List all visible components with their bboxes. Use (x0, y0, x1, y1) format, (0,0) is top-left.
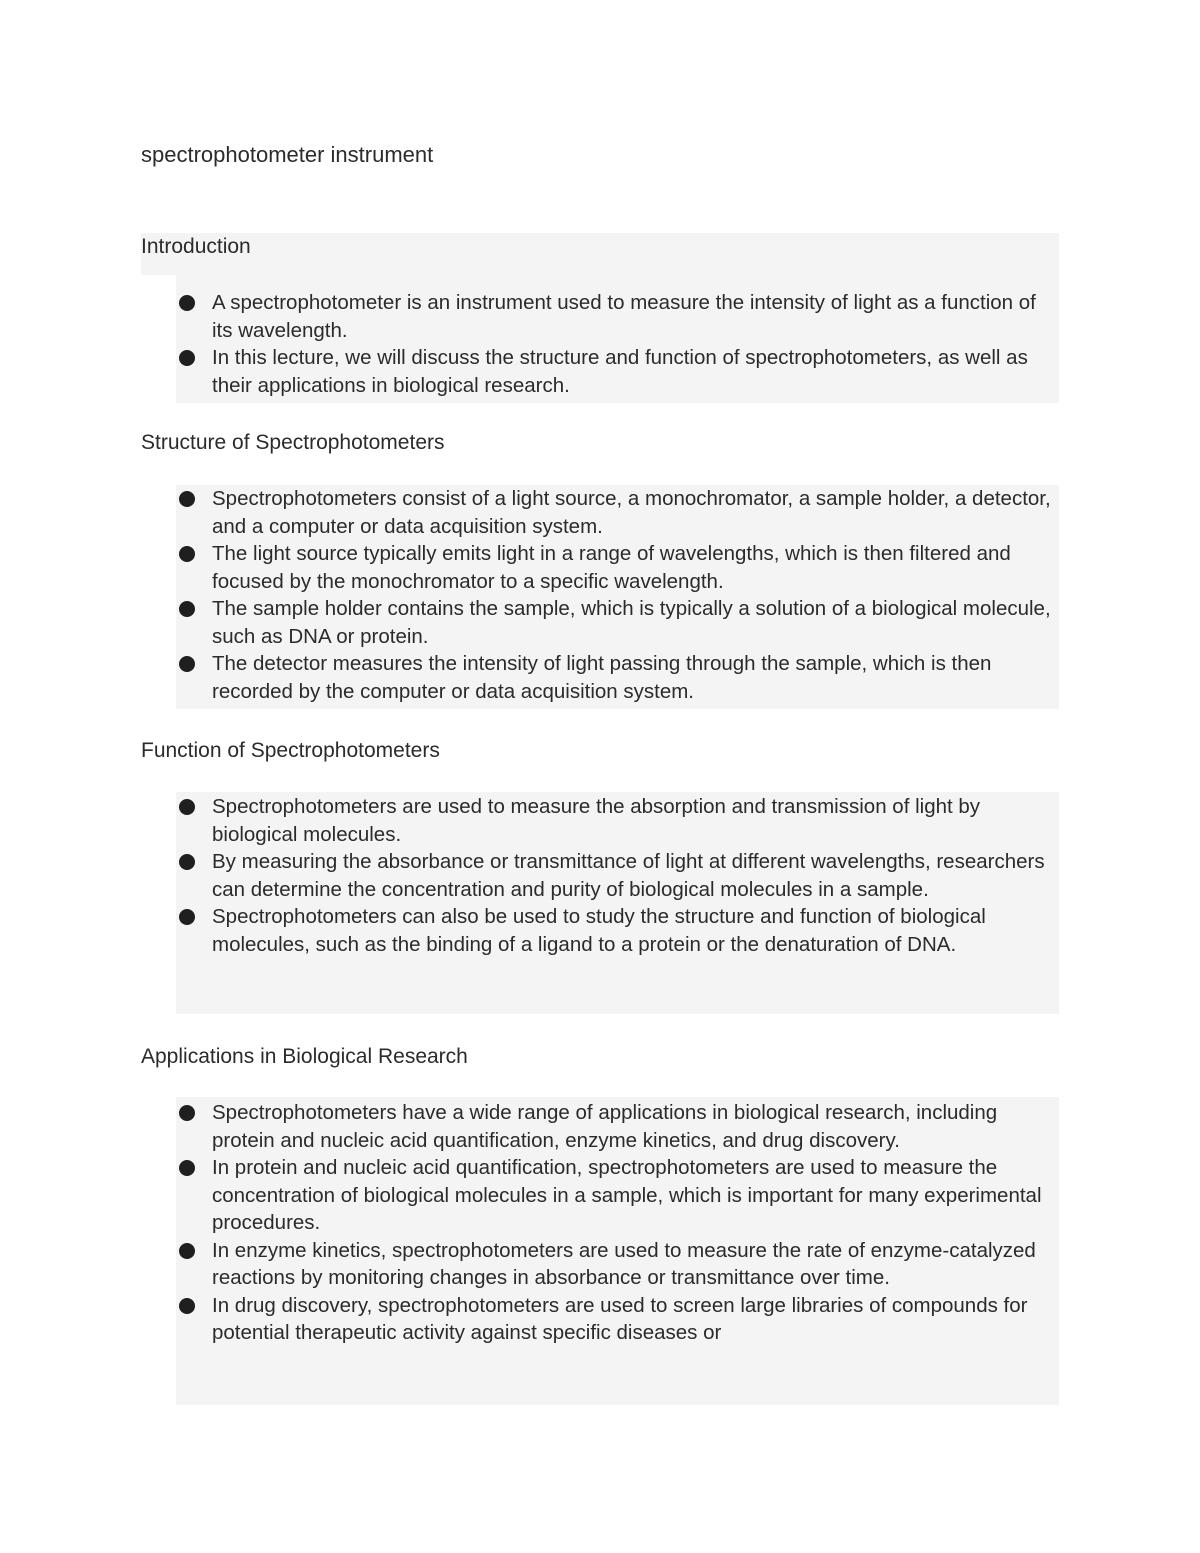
list-item (141, 485, 1059, 540)
list-item (141, 903, 1059, 958)
section-heading: Introduction (141, 235, 251, 258)
bullet-list (141, 793, 1059, 958)
list-item-text: In drug discovery, spectrophotometers are used to screen large libraries of compounds for potential therapeutic activity against specific diseases or (212, 1293, 1028, 1344)
section-heading: Applications in Biological Research (141, 1045, 468, 1068)
list-item-text: The detector measures the intensity of light passing through the sample, which is then recorded by the computer or data acquisition system. (212, 652, 992, 703)
list-item (141, 1292, 1059, 1347)
bullet-dot-icon (179, 656, 195, 672)
list-item-text: In enzyme kinetics, spectrophotometers are used to measure the rate of enzyme-catalyzed reactions by monitoring changes in absorbance or transmittance over time. (212, 1238, 1036, 1289)
list-item (141, 650, 1059, 705)
bullet-dot-icon (179, 854, 195, 870)
bullet-dot-icon (179, 1105, 195, 1121)
list-item (141, 540, 1059, 595)
list-item-text: Spectrophotometers consist of a light source, a monochromator, a sample holder, a detector, and a computer or data acquisition system. (212, 487, 1051, 538)
bullet-dot-icon (179, 1160, 195, 1176)
bullet-dot-icon (179, 1298, 195, 1314)
list-item (141, 1237, 1059, 1292)
list-item (141, 595, 1059, 650)
list-item-text: By measuring the absorbance or transmittance of light at different wavelengths, researchers can determine the concentration and purity of biological molecules in a sample. (212, 850, 1045, 901)
bullet-dot-icon (179, 295, 195, 311)
section-introduction (141, 233, 1059, 399)
section-structure (141, 429, 1059, 705)
bullet-dot-icon (179, 909, 195, 925)
list-item-text: Spectrophotometers can also be used to study the structure and function of biological molecules, such as the binding of a ligand to a protein or the denaturation of DNA. (212, 905, 986, 956)
list-item (141, 1099, 1059, 1154)
bullet-list (141, 1099, 1059, 1347)
list-item-text: In protein and nucleic acid quantification, spectrophotometers are used to measure the concentration of biological molecules in a sample, which is important for many experimental procedures. (212, 1156, 1042, 1234)
document-title: spectrophotometer instrument (141, 142, 434, 167)
list-item (141, 344, 1059, 399)
bullet-dot-icon (179, 491, 195, 507)
bullet-list (141, 289, 1059, 399)
bullet-dot-icon (179, 601, 195, 617)
list-item (141, 793, 1059, 848)
section-heading: Function of Spectrophotometers (141, 739, 440, 762)
bullet-dot-icon (179, 1243, 195, 1259)
section-applications (141, 1043, 1059, 1347)
list-item-text: The light source typically emits light in a range of wavelengths, which is then filtered and focused by the monochromator to a specific wavelength. (212, 542, 1011, 593)
bullet-dot-icon (179, 350, 195, 366)
bullet-dot-icon (179, 799, 195, 815)
section-function (141, 737, 1059, 958)
list-item-text: A spectrophotometer is an instrument used to measure the intensity of light as a function of its wavelength. (212, 291, 1036, 342)
list-item-text: Spectrophotometers have a wide range of applications in biological research, including protein and nucleic acid quantification, enzyme kinetics, and drug discovery. (212, 1101, 998, 1152)
bullet-list (141, 485, 1059, 705)
bullet-dot-icon (179, 546, 195, 562)
list-item (141, 848, 1059, 903)
section-heading: Structure of Spectrophotometers (141, 431, 445, 454)
list-item-text: The sample holder contains the sample, which is typically a solution of a biological molecule, such as DNA or protein. (212, 597, 1051, 648)
list-item (141, 1154, 1059, 1237)
list-item-text: Spectrophotometers are used to measure the absorption and transmission of light by biological molecules. (212, 795, 981, 846)
list-item-text: In this lecture, we will discuss the structure and function of spectrophotometers, as well as their applications in biological research. (212, 346, 1028, 397)
list-item (141, 289, 1059, 344)
